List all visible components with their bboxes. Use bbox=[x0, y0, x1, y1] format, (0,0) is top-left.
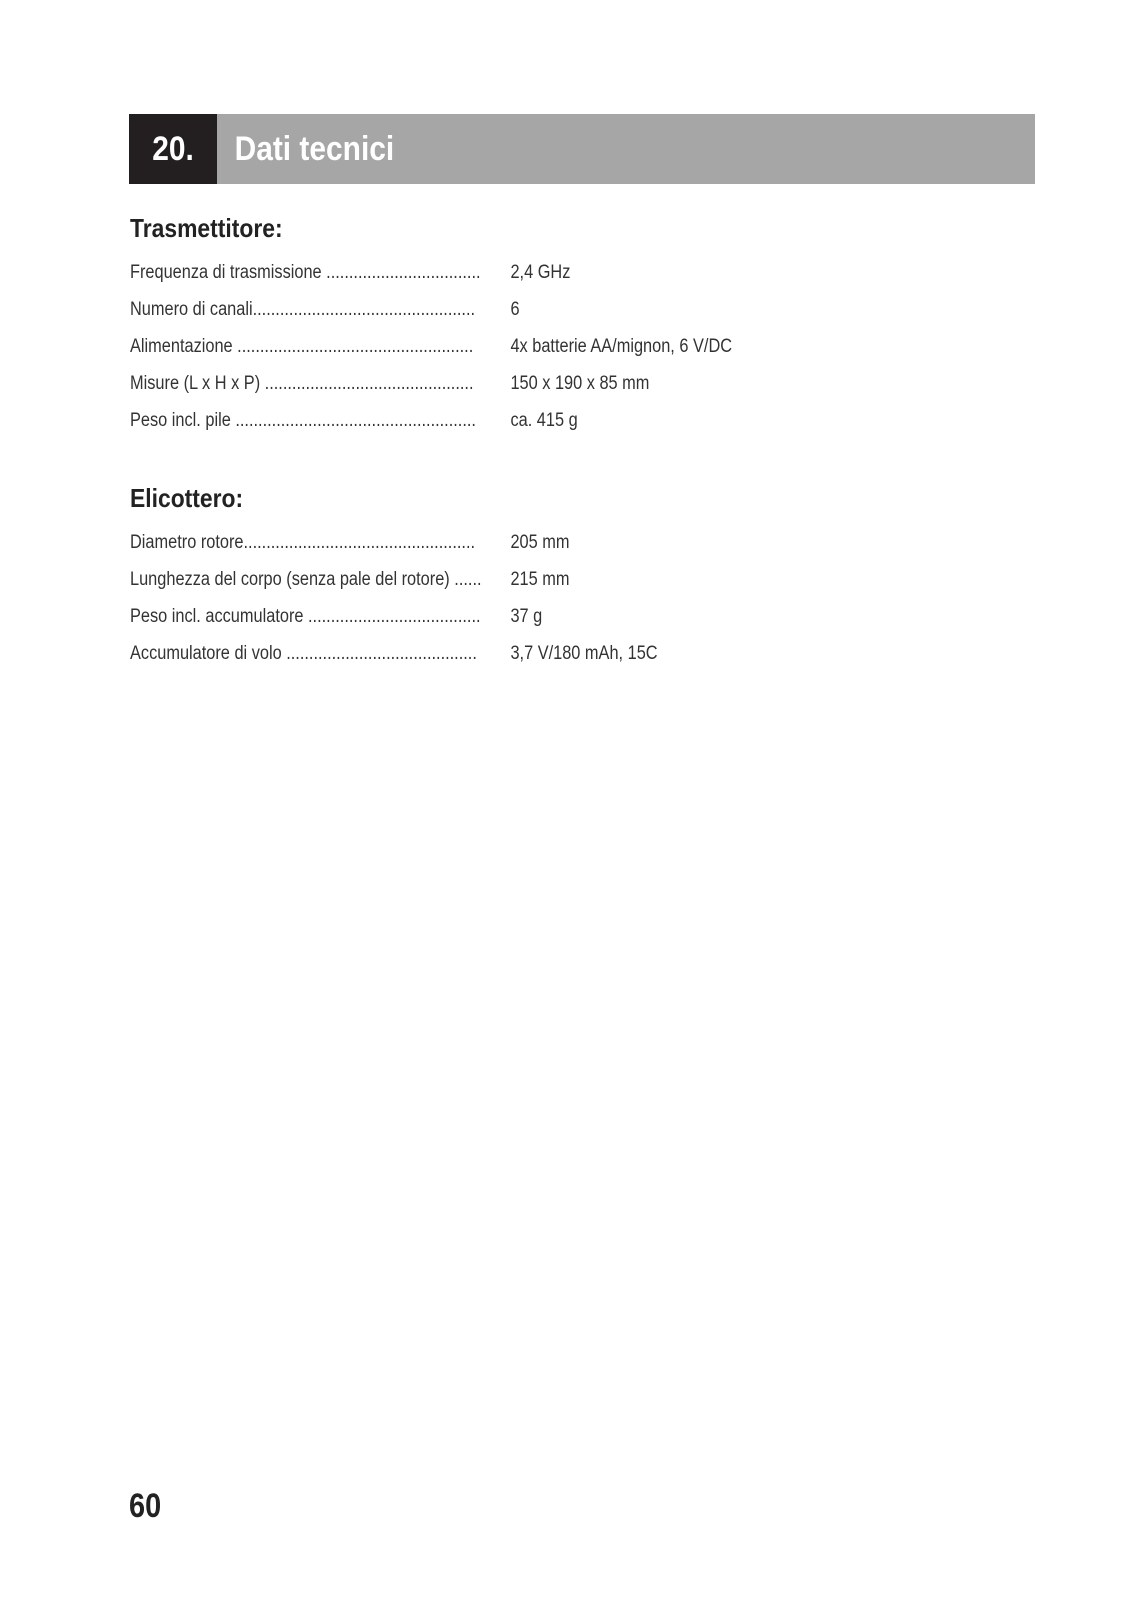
spec-label: Diametro rotore................................................... bbox=[130, 531, 476, 553]
spec-row bbox=[130, 254, 930, 291]
spec-row bbox=[130, 561, 930, 598]
spec-label: Accumulatore di volo .......................................... bbox=[130, 643, 477, 665]
spec-label: Peso incl. pile ..................................................... bbox=[130, 410, 476, 432]
spec-label: Lunghezza del corpo (senza pale del rotore) ...... bbox=[130, 568, 482, 590]
spec-label: Frequenza di trasmissione .................................. bbox=[130, 261, 481, 283]
spec-value: 2,4 GHz bbox=[510, 261, 571, 283]
spec-value: 6 bbox=[510, 298, 520, 320]
spec-label: Misure (L x H x P) .............................................. bbox=[130, 373, 474, 395]
spec-row bbox=[130, 291, 930, 328]
spec-value: ca. 415 g bbox=[510, 410, 578, 432]
spec-label: Peso incl. accumulatore ...................................... bbox=[130, 605, 481, 627]
spec-label: Alimentazione .................................................... bbox=[130, 335, 474, 357]
spec-label: Numero di canali................................................. bbox=[130, 298, 476, 320]
spec-value: 205 mm bbox=[510, 531, 570, 553]
section-title: Dati tecnici bbox=[234, 129, 395, 168]
spec-row bbox=[130, 403, 930, 440]
page-number: 60 bbox=[129, 1487, 162, 1525]
spec-value: 4x batterie AA/mignon, 6 V/DC bbox=[510, 335, 733, 357]
spec-value: 3,7 V/180 mAh, 15C bbox=[510, 643, 658, 665]
spec-row bbox=[130, 636, 930, 673]
spec-value: 215 mm bbox=[510, 568, 570, 590]
spec-list-transmitter bbox=[130, 254, 930, 440]
subsection-title-transmitter: Trasmettitore: bbox=[130, 213, 283, 243]
spec-value: 150 x 190 x 85 mm bbox=[510, 373, 650, 395]
spec-row bbox=[130, 366, 930, 403]
spec-value: 37 g bbox=[510, 605, 543, 627]
spec-list-helicopter bbox=[130, 524, 930, 673]
spec-row bbox=[130, 598, 930, 635]
spec-row bbox=[130, 328, 930, 365]
section-number: 20. bbox=[129, 114, 217, 184]
subsection-title-helicopter: Elicottero: bbox=[130, 483, 244, 513]
section-number-box bbox=[129, 114, 217, 184]
spec-row bbox=[130, 524, 930, 561]
section-header bbox=[129, 114, 1035, 184]
